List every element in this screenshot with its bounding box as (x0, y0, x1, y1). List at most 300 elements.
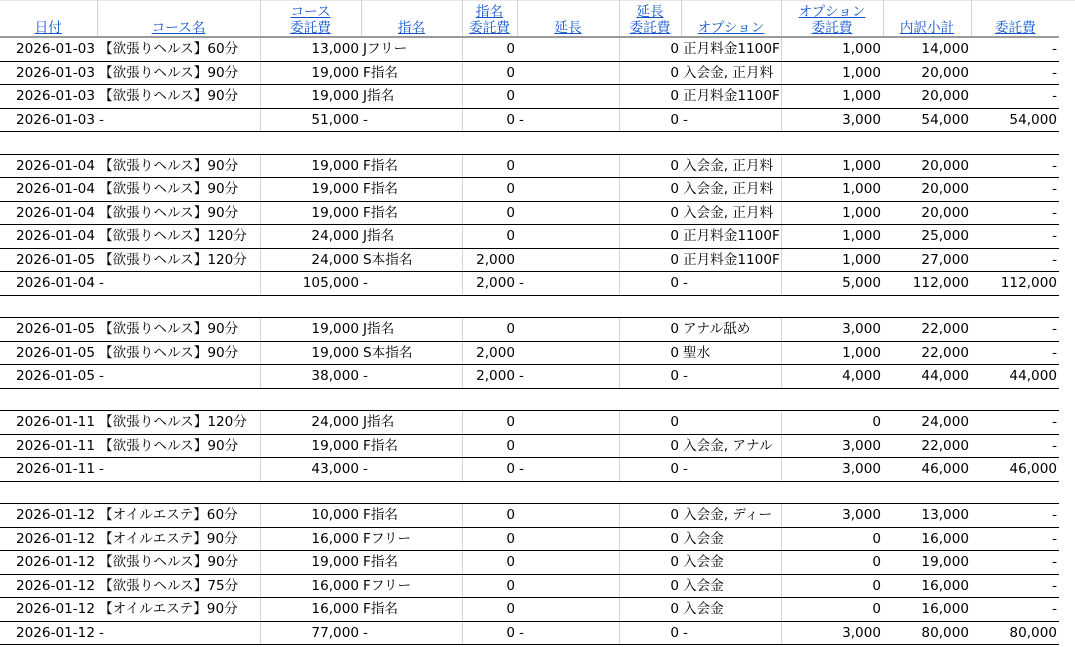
spacer-row (0, 132, 1059, 155)
cell-subtotal[interactable]: 46,000 (883, 458, 971, 482)
cell-extension[interactable] (517, 154, 619, 178)
header-entrustment-fee[interactable] (971, 0, 1059, 37)
header-course-fee[interactable] (260, 0, 361, 37)
cell-extension-fee[interactable]: 0 (619, 248, 681, 272)
cell-nomination[interactable]: Fフリー (361, 527, 462, 551)
cell-option[interactable]: 入会金, 正月料 (681, 61, 781, 85)
spacer-cell[interactable] (0, 295, 1059, 318)
cell-date[interactable]: 2026-01-12 (0, 527, 97, 551)
total-row (0, 621, 1059, 645)
header-line2: 委託費 (469, 20, 510, 36)
cell-nomination-fee[interactable]: 2,000 (462, 272, 517, 296)
cell-option-fee[interactable]: 3,000 (781, 504, 883, 528)
cell-nomination-fee[interactable]: 2,000 (462, 365, 517, 389)
cell-course-fee[interactable]: 16,000 (260, 574, 361, 598)
cell-nomination[interactable]: F指名 (361, 201, 462, 225)
cell-extension-fee[interactable]: 0 (619, 318, 681, 342)
header-line2: 委託費 (811, 20, 853, 36)
cell-course-fee[interactable]: 38,000 (260, 365, 361, 389)
cell-option[interactable]: 入会金 (681, 551, 781, 575)
cell-option-fee[interactable]: 0 (781, 551, 883, 575)
cell-option[interactable]: 聖水 (681, 341, 781, 365)
cell-option-fee[interactable]: 3,000 (781, 434, 883, 458)
header-extension[interactable] (517, 0, 619, 37)
cell-option-fee[interactable]: 1,000 (781, 37, 883, 61)
total-row (0, 272, 1059, 296)
cell-option[interactable]: 入会金, ディー (681, 504, 781, 528)
cell-option-fee[interactable]: 1,000 (781, 225, 883, 249)
cell-extension-fee[interactable]: 0 (619, 504, 681, 528)
cell-course-fee[interactable]: 13,000 (260, 37, 361, 61)
cell-course-name[interactable]: 【欲張りヘルス】90分 (97, 61, 260, 85)
cell-nomination[interactable]: S本指名 (361, 248, 462, 272)
cell-nomination[interactable]: J指名 (361, 411, 462, 435)
cell-nomination-fee[interactable]: 0 (462, 178, 517, 202)
cell-course-fee[interactable]: 16,000 (260, 527, 361, 551)
cell-entrustment-fee[interactable]: - (971, 527, 1059, 551)
cell-extension[interactable]: - (517, 621, 619, 645)
cell-option-fee[interactable]: 3,000 (781, 621, 883, 645)
cell-entrustment-fee[interactable]: 44,000 (971, 365, 1059, 389)
spacer-cell[interactable] (0, 481, 1059, 504)
cell-extension[interactable] (517, 598, 619, 622)
cell-extension[interactable] (517, 37, 619, 61)
cell-subtotal[interactable]: 20,000 (883, 154, 971, 178)
header-line2: 日付 (34, 20, 62, 36)
cell-nomination-fee[interactable]: 0 (462, 551, 517, 575)
cell-date[interactable]: 2026-01-04 (0, 154, 97, 178)
cell-entrustment-fee[interactable]: - (971, 61, 1059, 85)
cell-option-fee[interactable]: 5,000 (781, 272, 883, 296)
cell-extension-fee[interactable]: 0 (619, 178, 681, 202)
cell-date[interactable]: 2026-01-12 (0, 574, 97, 598)
table-row (0, 225, 1059, 249)
table-row (0, 504, 1059, 528)
cell-entrustment-fee[interactable]: 54,000 (971, 108, 1059, 132)
cell-nomination[interactable]: F指名 (361, 598, 462, 622)
cell-date[interactable]: 2026-01-12 (0, 621, 97, 645)
cell-option[interactable]: - (681, 621, 781, 645)
cell-extension-fee[interactable]: 0 (619, 108, 681, 132)
cell-course-fee[interactable]: 19,000 (260, 85, 361, 109)
cell-subtotal[interactable]: 20,000 (883, 178, 971, 202)
cell-extension[interactable] (517, 318, 619, 342)
header-line2: 内訳小計 (899, 20, 955, 36)
cell-date[interactable]: 2026-01-05 (0, 318, 97, 342)
table-row (0, 201, 1059, 225)
cell-course-name[interactable]: 【欲張りヘルス】90分 (97, 178, 260, 202)
cell-course-fee[interactable]: 24,000 (260, 225, 361, 249)
table-row (0, 178, 1059, 202)
cell-nomination[interactable]: Jフリー (361, 37, 462, 61)
cell-nomination[interactable]: - (361, 365, 462, 389)
cell-course-fee[interactable]: 19,000 (260, 434, 361, 458)
cell-date[interactable]: 2026-01-05 (0, 365, 97, 389)
cell-option[interactable]: 正月料金1100F (681, 225, 781, 249)
cell-option-fee[interactable]: 0 (781, 411, 883, 435)
cell-option[interactable]: 正月料金1100F (681, 85, 781, 109)
cell-extension-fee[interactable]: 0 (619, 201, 681, 225)
cell-course-name[interactable]: 【オイルエステ】60分 (97, 504, 260, 528)
cell-option-fee[interactable]: 1,000 (781, 248, 883, 272)
cell-nomination[interactable]: F指名 (361, 434, 462, 458)
cell-course-fee[interactable]: 19,000 (260, 201, 361, 225)
cell-option[interactable]: 入会金, 正月料 (681, 154, 781, 178)
cell-course-fee[interactable]: 43,000 (260, 458, 361, 482)
spacer-row (0, 481, 1059, 504)
cell-nomination-fee[interactable]: 0 (462, 37, 517, 61)
cell-extension-fee[interactable]: 0 (619, 434, 681, 458)
cell-course-fee[interactable]: 19,000 (260, 154, 361, 178)
cell-option-fee[interactable]: 1,000 (781, 85, 883, 109)
cell-course-name[interactable]: - (97, 621, 260, 645)
cell-nomination-fee[interactable]: 2,000 (462, 341, 517, 365)
cell-option[interactable]: - (681, 108, 781, 132)
cell-nomination[interactable]: - (361, 272, 462, 296)
cell-entrustment-fee[interactable]: - (971, 504, 1059, 528)
cell-course-name[interactable]: 【オイルエステ】90分 (97, 527, 260, 551)
cell-subtotal[interactable]: 20,000 (883, 201, 971, 225)
cell-option[interactable]: - (681, 272, 781, 296)
header-nomination-fee[interactable] (462, 0, 517, 37)
cell-course-name[interactable]: 【欲張りヘルス】120分 (97, 411, 260, 435)
cell-extension[interactable] (517, 248, 619, 272)
table-row (0, 318, 1059, 342)
cell-extension[interactable] (517, 225, 619, 249)
cell-nomination[interactable]: F指名 (361, 504, 462, 528)
table-row (0, 411, 1059, 435)
cell-option[interactable]: 入会金 (681, 527, 781, 551)
cell-entrustment-fee[interactable]: - (971, 85, 1059, 109)
cell-date[interactable]: 2026-01-11 (0, 458, 97, 482)
cell-extension[interactable] (517, 61, 619, 85)
cell-course-name[interactable]: 【欲張りヘルス】90分 (97, 201, 260, 225)
cell-course-name[interactable]: 【欲張りヘルス】120分 (97, 248, 260, 272)
cell-course-name[interactable]: - (97, 272, 260, 296)
cell-subtotal[interactable]: 54,000 (883, 108, 971, 132)
cell-option-fee[interactable]: 0 (781, 598, 883, 622)
cell-option-fee[interactable]: 1,000 (781, 61, 883, 85)
cell-entrustment-fee[interactable]: - (971, 341, 1059, 365)
cell-course-name[interactable]: 【欲張りヘルス】90分 (97, 154, 260, 178)
cell-entrustment-fee[interactable]: - (971, 598, 1059, 622)
cell-extension-fee[interactable]: 0 (619, 621, 681, 645)
cell-subtotal[interactable]: 16,000 (883, 598, 971, 622)
cell-course-name[interactable]: 【欲張りヘルス】75分 (97, 574, 260, 598)
cell-date[interactable]: 2026-01-04 (0, 201, 97, 225)
cell-entrustment-fee[interactable]: - (971, 248, 1059, 272)
cell-subtotal[interactable]: 27,000 (883, 248, 971, 272)
cell-option-fee[interactable]: 0 (781, 574, 883, 598)
cell-extension[interactable] (517, 551, 619, 575)
cell-subtotal[interactable]: 22,000 (883, 341, 971, 365)
cell-extension[interactable]: - (517, 272, 619, 296)
cell-nomination[interactable]: F指名 (361, 61, 462, 85)
cell-nomination[interactable]: J指名 (361, 318, 462, 342)
cell-subtotal[interactable]: 25,000 (883, 225, 971, 249)
total-row (0, 458, 1059, 482)
cell-entrustment-fee[interactable]: - (971, 37, 1059, 61)
cell-subtotal[interactable]: 19,000 (883, 551, 971, 575)
cell-extension-fee[interactable]: 0 (619, 272, 681, 296)
cell-course-name[interactable]: 【欲張りヘルス】90分 (97, 85, 260, 109)
cell-extension-fee[interactable]: 0 (619, 551, 681, 575)
table-row (0, 85, 1059, 109)
header-line2: オプション (697, 20, 765, 36)
cell-option[interactable]: 入会金 (681, 574, 781, 598)
cell-course-fee[interactable]: 19,000 (260, 318, 361, 342)
spacer-cell[interactable] (0, 388, 1059, 411)
cell-entrustment-fee[interactable]: - (971, 318, 1059, 342)
cell-course-fee[interactable]: 19,000 (260, 551, 361, 575)
cell-option[interactable]: - (681, 458, 781, 482)
cell-entrustment-fee[interactable]: - (971, 411, 1059, 435)
cell-subtotal[interactable]: 112,000 (883, 272, 971, 296)
cell-option-fee[interactable]: 3,000 (781, 108, 883, 132)
cell-date[interactable]: 2026-01-05 (0, 248, 97, 272)
cell-extension-fee[interactable]: 0 (619, 527, 681, 551)
cell-nomination[interactable]: J指名 (361, 85, 462, 109)
header-row (0, 0, 1059, 37)
total-row (0, 108, 1059, 132)
cell-extension[interactable] (517, 411, 619, 435)
header-line2: 委託費 (290, 20, 331, 36)
cell-course-fee[interactable]: 19,000 (260, 341, 361, 365)
cell-course-fee[interactable]: 19,000 (260, 61, 361, 85)
cell-nomination[interactable]: - (361, 458, 462, 482)
cell-subtotal[interactable]: 22,000 (883, 318, 971, 342)
cell-course-name[interactable]: 【欲張りヘルス】60分 (97, 37, 260, 61)
cell-nomination[interactable]: F指名 (361, 551, 462, 575)
cell-extension-fee[interactable]: 0 (619, 411, 681, 435)
table-row (0, 527, 1059, 551)
cell-course-name[interactable]: 【欲張りヘルス】90分 (97, 341, 260, 365)
cell-course-name[interactable]: 【欲張りヘルス】120分 (97, 225, 260, 249)
cell-nomination[interactable]: - (361, 108, 462, 132)
table-body (0, 37, 1059, 645)
cell-entrustment-fee[interactable]: - (971, 201, 1059, 225)
cell-extension-fee[interactable]: 0 (619, 154, 681, 178)
cell-option-fee[interactable]: 3,000 (781, 458, 883, 482)
cell-nomination[interactable]: S本指名 (361, 341, 462, 365)
cell-date[interactable]: 2026-01-03 (0, 85, 97, 109)
cell-entrustment-fee[interactable]: - (971, 225, 1059, 249)
cell-course-fee[interactable]: 105,000 (260, 272, 361, 296)
cell-course-name[interactable]: 【欲張りヘルス】90分 (97, 318, 260, 342)
cell-option[interactable]: - (681, 365, 781, 389)
cell-course-name[interactable]: 【欲張りヘルス】90分 (97, 434, 260, 458)
cell-nomination[interactable]: J指名 (361, 225, 462, 249)
cell-nomination-fee[interactable]: 0 (462, 458, 517, 482)
cell-extension-fee[interactable]: 0 (619, 598, 681, 622)
header-option[interactable] (681, 0, 781, 37)
cell-nomination-fee[interactable]: 0 (462, 434, 517, 458)
cell-option[interactable]: 入会金, アナル (681, 434, 781, 458)
cell-course-name[interactable]: - (97, 458, 260, 482)
cell-nomination-fee[interactable]: 0 (462, 598, 517, 622)
cell-date[interactable]: 2026-01-11 (0, 434, 97, 458)
cell-nomination[interactable]: - (361, 621, 462, 645)
table-row (0, 341, 1059, 365)
cell-extension[interactable] (517, 341, 619, 365)
cell-date[interactable]: 2026-01-04 (0, 225, 97, 249)
cell-course-name[interactable]: - (97, 108, 260, 132)
table-row (0, 61, 1059, 85)
cell-option[interactable]: 入会金 (681, 598, 781, 622)
cell-entrustment-fee[interactable]: - (971, 551, 1059, 575)
header-extension-fee[interactable] (619, 0, 681, 37)
cell-nomination-fee[interactable]: 0 (462, 621, 517, 645)
cell-course-name[interactable]: - (97, 365, 260, 389)
cell-subtotal[interactable]: 14,000 (883, 37, 971, 61)
cell-date[interactable]: 2026-01-12 (0, 551, 97, 575)
cell-extension[interactable] (517, 178, 619, 202)
cell-nomination-fee[interactable]: 0 (462, 504, 517, 528)
cell-option[interactable] (681, 411, 781, 435)
cell-nomination-fee[interactable]: 0 (462, 201, 517, 225)
cell-extension[interactable]: - (517, 108, 619, 132)
cell-option-fee[interactable]: 0 (781, 527, 883, 551)
cell-course-fee[interactable]: 51,000 (260, 108, 361, 132)
cell-option[interactable]: 正月料金1100F (681, 248, 781, 272)
cell-course-fee[interactable]: 24,000 (260, 411, 361, 435)
cell-entrustment-fee[interactable]: - (971, 178, 1059, 202)
cell-option[interactable]: アナル舐め (681, 318, 781, 342)
cell-extension[interactable]: - (517, 365, 619, 389)
cell-option-fee[interactable]: 3,000 (781, 318, 883, 342)
cell-course-name[interactable]: 【欲張りヘルス】90分 (97, 551, 260, 575)
cell-extension-fee[interactable]: 0 (619, 458, 681, 482)
cell-extension[interactable] (517, 574, 619, 598)
cell-nomination[interactable]: Fフリー (361, 574, 462, 598)
header-line2: 委託費 (994, 20, 1036, 36)
cell-date[interactable]: 2026-01-03 (0, 61, 97, 85)
table-row (0, 574, 1059, 598)
cell-date[interactable]: 2026-01-03 (0, 37, 97, 61)
cell-option[interactable]: 入会金, 正月料 (681, 201, 781, 225)
header-course-name[interactable] (97, 0, 260, 37)
spacer-row (0, 295, 1059, 318)
cell-date[interactable]: 2026-01-04 (0, 178, 97, 202)
cell-subtotal[interactable]: 16,000 (883, 574, 971, 598)
cell-subtotal[interactable]: 22,000 (883, 434, 971, 458)
cell-nomination-fee[interactable]: 0 (462, 85, 517, 109)
cell-option-fee[interactable]: 1,000 (781, 201, 883, 225)
cell-extension[interactable]: - (517, 458, 619, 482)
table-row (0, 248, 1059, 272)
cell-entrustment-fee[interactable]: - (971, 434, 1059, 458)
cell-extension-fee[interactable]: 0 (619, 225, 681, 249)
cell-subtotal[interactable]: 16,000 (883, 527, 971, 551)
cell-nomination-fee[interactable]: 0 (462, 225, 517, 249)
cell-extension[interactable] (517, 201, 619, 225)
cell-extension[interactable] (517, 527, 619, 551)
cell-entrustment-fee[interactable]: 112,000 (971, 272, 1059, 296)
cell-course-fee[interactable]: 24,000 (260, 248, 361, 272)
cell-extension[interactable] (517, 434, 619, 458)
cell-option-fee[interactable]: 1,000 (781, 154, 883, 178)
cell-extension-fee[interactable]: 0 (619, 61, 681, 85)
cell-subtotal[interactable]: 13,000 (883, 504, 971, 528)
header-line1: オプション (798, 4, 866, 20)
cell-extension-fee[interactable]: 0 (619, 37, 681, 61)
cell-date[interactable]: 2026-01-11 (0, 411, 97, 435)
header-line1: コース (290, 4, 331, 20)
spacer-cell[interactable] (0, 132, 1059, 155)
cell-extension-fee[interactable]: 0 (619, 85, 681, 109)
cell-course-fee[interactable]: 16,000 (260, 598, 361, 622)
cell-nomination[interactable]: F指名 (361, 154, 462, 178)
table-row (0, 37, 1059, 61)
cell-nomination-fee[interactable]: 0 (462, 154, 517, 178)
cell-option-fee[interactable]: 1,000 (781, 178, 883, 202)
cell-entrustment-fee[interactable]: - (971, 154, 1059, 178)
cell-extension[interactable] (517, 504, 619, 528)
header-line1: 指名 (475, 4, 504, 20)
cell-entrustment-fee[interactable]: - (971, 574, 1059, 598)
cell-date[interactable]: 2026-01-04 (0, 272, 97, 296)
header-line2: 委託費 (629, 20, 671, 36)
cell-date[interactable]: 2026-01-12 (0, 504, 97, 528)
header-nomination[interactable] (361, 0, 462, 37)
cell-subtotal[interactable]: 80,000 (883, 621, 971, 645)
cell-extension-fee[interactable]: 0 (619, 365, 681, 389)
cell-course-fee[interactable]: 77,000 (260, 621, 361, 645)
header-subtotal[interactable] (883, 0, 971, 37)
cell-subtotal[interactable]: 20,000 (883, 61, 971, 85)
cell-course-fee[interactable]: 19,000 (260, 178, 361, 202)
header-line1: 延長 (636, 4, 664, 20)
header-line2: 指名 (397, 20, 426, 36)
cell-nomination-fee[interactable]: 0 (462, 318, 517, 342)
cell-nomination-fee[interactable]: 0 (462, 61, 517, 85)
cell-extension-fee[interactable]: 0 (619, 574, 681, 598)
cell-subtotal[interactable]: 20,000 (883, 85, 971, 109)
cell-extension[interactable] (517, 85, 619, 109)
cell-entrustment-fee[interactable]: 46,000 (971, 458, 1059, 482)
cell-nomination-fee[interactable]: 2,000 (462, 248, 517, 272)
cell-subtotal[interactable]: 24,000 (883, 411, 971, 435)
cell-option-fee[interactable]: 4,000 (781, 365, 883, 389)
cell-option[interactable]: 入会金, 正月料 (681, 178, 781, 202)
cell-course-name[interactable]: 【オイルエステ】90分 (97, 598, 260, 622)
cell-nomination-fee[interactable]: 0 (462, 574, 517, 598)
cell-nomination-fee[interactable]: 0 (462, 411, 517, 435)
header-line2: 延長 (554, 20, 582, 36)
cell-course-fee[interactable]: 10,000 (260, 504, 361, 528)
cell-nomination-fee[interactable]: 0 (462, 527, 517, 551)
cell-date[interactable]: 2026-01-03 (0, 108, 97, 132)
cell-extension-fee[interactable]: 0 (619, 341, 681, 365)
header-line2: コース名 (151, 20, 206, 36)
table-row (0, 434, 1059, 458)
table-row (0, 154, 1059, 178)
cell-date[interactable]: 2026-01-12 (0, 598, 97, 622)
cell-subtotal[interactable]: 44,000 (883, 365, 971, 389)
spacer-row (0, 388, 1059, 411)
total-row (0, 365, 1059, 389)
header-option-fee[interactable] (781, 0, 883, 37)
cell-option[interactable]: 正月料金1100F (681, 37, 781, 61)
cell-nomination-fee[interactable]: 0 (462, 108, 517, 132)
table-row (0, 598, 1059, 622)
cell-date[interactable]: 2026-01-05 (0, 341, 97, 365)
table-row (0, 551, 1059, 575)
cell-option-fee[interactable]: 1,000 (781, 341, 883, 365)
cell-entrustment-fee[interactable]: 80,000 (971, 621, 1059, 645)
header-date[interactable] (0, 0, 97, 37)
cell-nomination[interactable]: F指名 (361, 178, 462, 202)
